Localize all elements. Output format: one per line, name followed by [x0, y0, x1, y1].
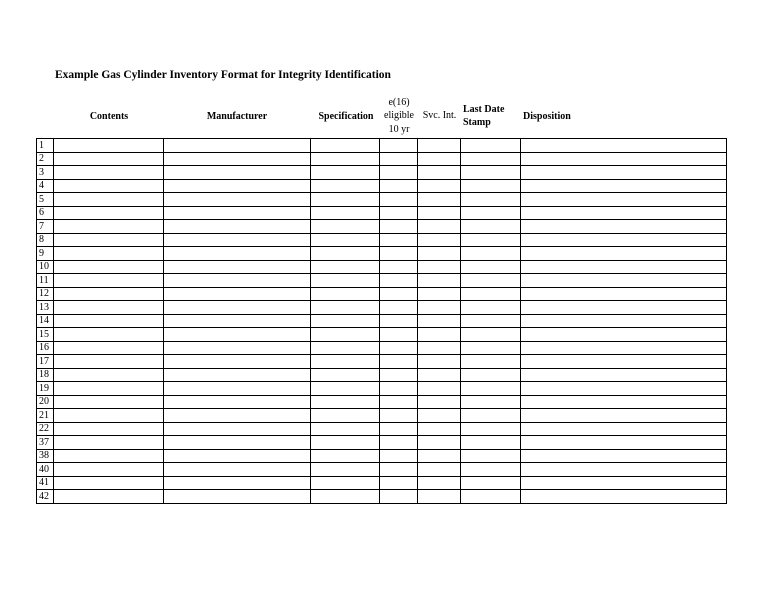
- specification-cell[interactable]: [311, 247, 380, 261]
- row-number: 3: [37, 166, 54, 180]
- table-row: [37, 166, 727, 180]
- specification-cell[interactable]: [311, 341, 380, 355]
- table-row: [37, 422, 727, 436]
- contents-cell[interactable]: [54, 166, 164, 180]
- table-row: [37, 368, 727, 382]
- header-svc-int: Svc. Int.: [422, 110, 457, 121]
- svc-int-cell[interactable]: [418, 463, 461, 477]
- row-number: 8: [37, 233, 54, 247]
- manufacturer-cell[interactable]: [164, 436, 311, 450]
- table-row: [37, 139, 727, 153]
- last-date-cell[interactable]: [461, 314, 521, 328]
- eligible-cell[interactable]: [380, 328, 418, 342]
- manufacturer-cell[interactable]: [164, 193, 311, 207]
- manufacturer-cell[interactable]: [164, 152, 311, 166]
- eligible-cell[interactable]: [380, 395, 418, 409]
- svc-int-cell[interactable]: [418, 436, 461, 450]
- disposition-cell[interactable]: [521, 314, 727, 328]
- eligible-cell[interactable]: [380, 274, 418, 288]
- specification-cell[interactable]: [311, 422, 380, 436]
- table-row: [37, 287, 727, 301]
- manufacturer-cell[interactable]: [164, 220, 311, 234]
- table-row: [37, 247, 727, 261]
- contents-cell[interactable]: [54, 274, 164, 288]
- eligible-cell[interactable]: [380, 233, 418, 247]
- table-row: [37, 179, 727, 193]
- last-date-cell[interactable]: [461, 220, 521, 234]
- eligible-cell[interactable]: [380, 422, 418, 436]
- specification-cell[interactable]: [311, 166, 380, 180]
- table-row: [37, 328, 727, 342]
- manufacturer-cell[interactable]: [164, 382, 311, 396]
- contents-cell[interactable]: [54, 314, 164, 328]
- disposition-cell[interactable]: [521, 382, 727, 396]
- specification-cell[interactable]: [311, 287, 380, 301]
- svc-int-cell[interactable]: [418, 247, 461, 261]
- table-row: [37, 220, 727, 234]
- contents-cell[interactable]: [54, 449, 164, 463]
- contents-cell[interactable]: [54, 247, 164, 261]
- specification-cell[interactable]: [311, 139, 380, 153]
- row-number: 19: [37, 382, 54, 396]
- eligible-cell[interactable]: [380, 247, 418, 261]
- svc-int-cell[interactable]: [418, 382, 461, 396]
- svc-int-cell[interactable]: [418, 449, 461, 463]
- manufacturer-cell[interactable]: [164, 395, 311, 409]
- row-number: 1: [37, 139, 54, 153]
- row-number: 40: [37, 463, 54, 477]
- eligible-cell[interactable]: [380, 463, 418, 477]
- eligible-cell[interactable]: [380, 355, 418, 369]
- svc-int-cell[interactable]: [418, 368, 461, 382]
- last-date-cell[interactable]: [461, 382, 521, 396]
- eligible-cell[interactable]: [380, 368, 418, 382]
- header-last-date-line1: Last Date: [463, 104, 505, 115]
- row-number: 42: [37, 490, 54, 504]
- manufacturer-cell[interactable]: [164, 301, 311, 315]
- disposition-cell[interactable]: [521, 490, 727, 504]
- eligible-cell[interactable]: [380, 179, 418, 193]
- row-number: 4: [37, 179, 54, 193]
- manufacturer-cell[interactable]: [164, 449, 311, 463]
- row-number: 14: [37, 314, 54, 328]
- specification-cell[interactable]: [311, 233, 380, 247]
- row-number: 11: [37, 274, 54, 288]
- manufacturer-cell[interactable]: [164, 233, 311, 247]
- contents-cell[interactable]: [54, 328, 164, 342]
- specification-cell[interactable]: [311, 409, 380, 423]
- eligible-cell[interactable]: [380, 260, 418, 274]
- eligible-cell[interactable]: [380, 193, 418, 207]
- disposition-cell[interactable]: [521, 152, 727, 166]
- last-date-cell[interactable]: [461, 206, 521, 220]
- row-number: 13: [37, 301, 54, 315]
- specification-cell[interactable]: [311, 260, 380, 274]
- contents-cell[interactable]: [54, 301, 164, 315]
- disposition-cell[interactable]: [521, 139, 727, 153]
- svc-int-cell[interactable]: [418, 260, 461, 274]
- row-number: 5: [37, 193, 54, 207]
- disposition-cell[interactable]: [521, 274, 727, 288]
- row-number: 6: [37, 206, 54, 220]
- last-date-cell[interactable]: [461, 301, 521, 315]
- specification-cell[interactable]: [311, 436, 380, 450]
- specification-cell[interactable]: [311, 476, 380, 490]
- table-row: [37, 260, 727, 274]
- specification-cell[interactable]: [311, 328, 380, 342]
- last-date-cell[interactable]: [461, 260, 521, 274]
- manufacturer-cell[interactable]: [164, 314, 311, 328]
- contents-cell[interactable]: [54, 382, 164, 396]
- specification-cell[interactable]: [311, 301, 380, 315]
- specification-cell[interactable]: [311, 152, 380, 166]
- eligible-cell[interactable]: [380, 314, 418, 328]
- specification-cell[interactable]: [311, 179, 380, 193]
- header-eligible-line1: e(16): [388, 97, 410, 108]
- manufacturer-cell[interactable]: [164, 260, 311, 274]
- svc-int-cell[interactable]: [418, 274, 461, 288]
- header-specification: Specification: [318, 111, 374, 122]
- specification-cell[interactable]: [311, 463, 380, 477]
- last-date-cell[interactable]: [461, 476, 521, 490]
- disposition-cell[interactable]: [521, 436, 727, 450]
- manufacturer-cell[interactable]: [164, 139, 311, 153]
- table-row: [37, 436, 727, 450]
- specification-cell[interactable]: [311, 368, 380, 382]
- last-date-cell[interactable]: [461, 233, 521, 247]
- table-row: [37, 355, 727, 369]
- contents-cell[interactable]: [54, 152, 164, 166]
- contents-cell[interactable]: [54, 139, 164, 153]
- disposition-cell[interactable]: [521, 476, 727, 490]
- table-row: [37, 490, 727, 504]
- contents-cell[interactable]: [54, 395, 164, 409]
- contents-cell[interactable]: [54, 193, 164, 207]
- specification-cell[interactable]: [311, 449, 380, 463]
- manufacturer-cell[interactable]: [164, 463, 311, 477]
- contents-cell[interactable]: [54, 409, 164, 423]
- specification-cell[interactable]: [311, 355, 380, 369]
- row-number: 9: [37, 247, 54, 261]
- svc-int-cell[interactable]: [418, 139, 461, 153]
- row-number: 22: [37, 422, 54, 436]
- last-date-cell[interactable]: [461, 179, 521, 193]
- last-date-cell[interactable]: [461, 395, 521, 409]
- disposition-cell[interactable]: [521, 166, 727, 180]
- table-row: [37, 314, 727, 328]
- contents-cell[interactable]: [54, 368, 164, 382]
- specification-cell[interactable]: [311, 490, 380, 504]
- contents-cell[interactable]: [54, 341, 164, 355]
- row-number: 15: [37, 328, 54, 342]
- svc-int-cell[interactable]: [418, 422, 461, 436]
- table-row: [37, 206, 727, 220]
- inventory-table: [36, 138, 727, 504]
- specification-cell[interactable]: [311, 274, 380, 288]
- disposition-cell[interactable]: [521, 301, 727, 315]
- contents-cell[interactable]: [54, 463, 164, 477]
- eligible-cell[interactable]: [380, 490, 418, 504]
- disposition-cell[interactable]: [521, 368, 727, 382]
- row-number: 17: [37, 355, 54, 369]
- row-number: 16: [37, 341, 54, 355]
- contents-cell[interactable]: [54, 260, 164, 274]
- contents-cell[interactable]: [54, 220, 164, 234]
- svc-int-cell[interactable]: [418, 490, 461, 504]
- svc-int-cell[interactable]: [418, 152, 461, 166]
- disposition-cell[interactable]: [521, 193, 727, 207]
- contents-cell[interactable]: [54, 422, 164, 436]
- disposition-cell[interactable]: [521, 463, 727, 477]
- last-date-cell[interactable]: [461, 436, 521, 450]
- disposition-cell[interactable]: [521, 233, 727, 247]
- table-row: [37, 463, 727, 477]
- table-row: [37, 341, 727, 355]
- table-row: [37, 301, 727, 315]
- manufacturer-cell[interactable]: [164, 287, 311, 301]
- row-number: 37: [37, 436, 54, 450]
- disposition-cell[interactable]: [521, 179, 727, 193]
- manufacturer-cell[interactable]: [164, 490, 311, 504]
- row-number: 2: [37, 152, 54, 166]
- svc-int-cell[interactable]: [418, 395, 461, 409]
- manufacturer-cell[interactable]: [164, 179, 311, 193]
- manufacturer-cell[interactable]: [164, 166, 311, 180]
- specification-cell[interactable]: [311, 382, 380, 396]
- manufacturer-cell[interactable]: [164, 422, 311, 436]
- disposition-cell[interactable]: [521, 260, 727, 274]
- last-date-cell[interactable]: [461, 247, 521, 261]
- table-row: [37, 395, 727, 409]
- row-number: 7: [37, 220, 54, 234]
- disposition-cell[interactable]: [521, 341, 727, 355]
- row-number: 20: [37, 395, 54, 409]
- svc-int-cell[interactable]: [418, 301, 461, 315]
- row-number: 12: [37, 287, 54, 301]
- svc-int-cell[interactable]: [418, 193, 461, 207]
- last-date-cell[interactable]: [461, 274, 521, 288]
- disposition-cell[interactable]: [521, 328, 727, 342]
- disposition-cell[interactable]: [521, 206, 727, 220]
- eligible-cell[interactable]: [380, 220, 418, 234]
- row-number: 21: [37, 409, 54, 423]
- row-number: 38: [37, 449, 54, 463]
- header-manufacturer: Manufacturer: [206, 111, 268, 122]
- header-last-date-line2: Stamp: [463, 117, 491, 128]
- eligible-cell[interactable]: [380, 409, 418, 423]
- row-number: 18: [37, 368, 54, 382]
- manufacturer-cell[interactable]: [164, 409, 311, 423]
- last-date-cell[interactable]: [461, 166, 521, 180]
- last-date-cell[interactable]: [461, 463, 521, 477]
- manufacturer-cell[interactable]: [164, 274, 311, 288]
- table-row: [37, 193, 727, 207]
- eligible-cell[interactable]: [380, 476, 418, 490]
- manufacturer-cell[interactable]: [164, 247, 311, 261]
- svc-int-cell[interactable]: [418, 220, 461, 234]
- row-number: 41: [37, 476, 54, 490]
- disposition-cell[interactable]: [521, 422, 727, 436]
- last-date-cell[interactable]: [461, 409, 521, 423]
- last-date-cell[interactable]: [461, 490, 521, 504]
- contents-cell[interactable]: [54, 436, 164, 450]
- svc-int-cell[interactable]: [418, 179, 461, 193]
- specification-cell[interactable]: [311, 314, 380, 328]
- last-date-cell[interactable]: [461, 193, 521, 207]
- contents-cell[interactable]: [54, 206, 164, 220]
- disposition-cell[interactable]: [521, 355, 727, 369]
- manufacturer-cell[interactable]: [164, 341, 311, 355]
- specification-cell[interactable]: [311, 395, 380, 409]
- table-row: [37, 233, 727, 247]
- contents-cell[interactable]: [54, 179, 164, 193]
- contents-cell[interactable]: [54, 490, 164, 504]
- last-date-cell[interactable]: [461, 341, 521, 355]
- table-row: [37, 274, 727, 288]
- table-row: [37, 476, 727, 490]
- manufacturer-cell[interactable]: [164, 206, 311, 220]
- svc-int-cell[interactable]: [418, 166, 461, 180]
- last-date-cell[interactable]: [461, 139, 521, 153]
- svc-int-cell[interactable]: [418, 341, 461, 355]
- svc-int-cell[interactable]: [418, 409, 461, 423]
- last-date-cell[interactable]: [461, 287, 521, 301]
- manufacturer-cell[interactable]: [164, 476, 311, 490]
- svc-int-cell[interactable]: [418, 355, 461, 369]
- eligible-cell[interactable]: [380, 139, 418, 153]
- contents-cell[interactable]: [54, 355, 164, 369]
- table-row: [37, 152, 727, 166]
- last-date-cell[interactable]: [461, 328, 521, 342]
- disposition-cell[interactable]: [521, 287, 727, 301]
- svc-int-cell[interactable]: [418, 328, 461, 342]
- table-row: [37, 382, 727, 396]
- disposition-cell[interactable]: [521, 395, 727, 409]
- eligible-cell[interactable]: [380, 152, 418, 166]
- disposition-cell[interactable]: [521, 409, 727, 423]
- svc-int-cell[interactable]: [418, 287, 461, 301]
- header-eligible-line2: eligible: [384, 110, 414, 121]
- eligible-cell[interactable]: [380, 341, 418, 355]
- row-number: 10: [37, 260, 54, 274]
- page-title: Example Gas Cylinder Inventory Format for Integrity Identification: [55, 69, 391, 81]
- eligible-cell[interactable]: [380, 166, 418, 180]
- manufacturer-cell[interactable]: [164, 368, 311, 382]
- contents-cell[interactable]: [54, 476, 164, 490]
- manufacturer-cell[interactable]: [164, 328, 311, 342]
- header-eligible-line3: 10 yr: [388, 124, 410, 135]
- last-date-cell[interactable]: [461, 368, 521, 382]
- last-date-cell[interactable]: [461, 449, 521, 463]
- last-date-cell[interactable]: [461, 422, 521, 436]
- manufacturer-cell[interactable]: [164, 355, 311, 369]
- eligible-cell[interactable]: [380, 301, 418, 315]
- header-disposition: Disposition: [523, 111, 571, 122]
- eligible-cell[interactable]: [380, 449, 418, 463]
- eligible-cell[interactable]: [380, 382, 418, 396]
- eligible-cell[interactable]: [380, 206, 418, 220]
- last-date-cell[interactable]: [461, 152, 521, 166]
- svc-int-cell[interactable]: [418, 233, 461, 247]
- svc-int-cell[interactable]: [418, 476, 461, 490]
- contents-cell[interactable]: [54, 233, 164, 247]
- specification-cell[interactable]: [311, 220, 380, 234]
- specification-cell[interactable]: [311, 193, 380, 207]
- header-contents: Contents: [89, 111, 129, 122]
- eligible-cell[interactable]: [380, 287, 418, 301]
- svc-int-cell[interactable]: [418, 314, 461, 328]
- disposition-cell[interactable]: [521, 247, 727, 261]
- specification-cell[interactable]: [311, 206, 380, 220]
- last-date-cell[interactable]: [461, 355, 521, 369]
- table-row: [37, 449, 727, 463]
- eligible-cell[interactable]: [380, 436, 418, 450]
- table-row: [37, 409, 727, 423]
- disposition-cell[interactable]: [521, 220, 727, 234]
- svc-int-cell[interactable]: [418, 206, 461, 220]
- disposition-cell[interactable]: [521, 449, 727, 463]
- contents-cell[interactable]: [54, 287, 164, 301]
